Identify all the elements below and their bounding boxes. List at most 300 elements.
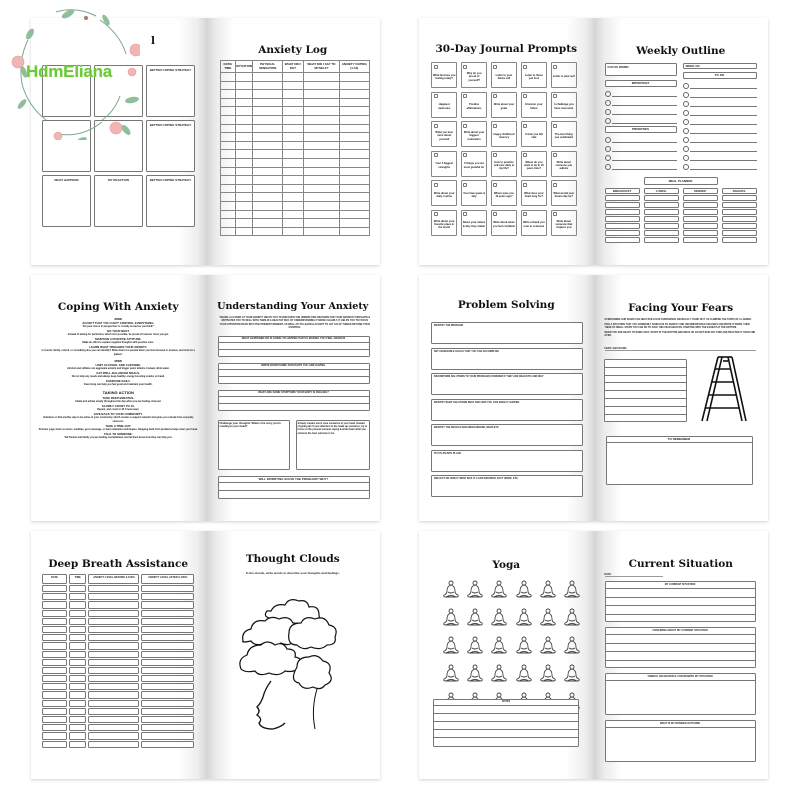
checkbox-icon[interactable] [463,183,467,187]
checkbox-icon[interactable] [523,212,527,216]
page-thought-clouds [206,531,381,779]
meditation-pose-icon [442,608,460,633]
checkbox-icon[interactable] [463,212,467,216]
problem-step-box: SET ACHIEVABLE GOALS THAT YOU CAN ACCOMPLISH [431,348,583,370]
prompt-cell [461,210,487,236]
coping-text [37,317,200,440]
yoga-pose-grid [439,580,584,717]
situation-section: CONCERNS ABOUT MY CURRENT SITUATION [605,627,756,668]
prompt-cell [551,92,577,118]
prompt-text: Where were you 10 years ago? [494,191,514,198]
prompt-cell [551,180,577,206]
page-title: Anxiety Log [258,44,328,56]
fear-paragraph: WHEN YOU ARE READY TO WORK ON IT, START AT THE BOTTOM AND MOVE UP. DO NOT SKIP ANY STEP AND PRACTICE IT OVER AND OVER. [604,332,756,338]
todo-header: TO DO [683,72,757,79]
meditation-pose-icon [490,608,508,633]
prompt-text: 5 things you are most grateful for [463,162,485,169]
prompt-text: Positive affirmations [466,103,482,110]
deep-breath-table [42,574,194,749]
checkbox-icon[interactable] [493,124,497,128]
page-title: Understanding Your Anxiety [217,301,369,312]
circle-checkbox-icon[interactable] [683,92,689,98]
prompt-cell [461,180,487,206]
circle-checkbox-icon[interactable] [683,155,689,161]
circle-checkbox-icon[interactable] [605,137,611,143]
spread-coping-understanding [31,275,380,521]
fear-instructions [605,319,758,340]
coping-body: Instead of aiming for perfection, which isn't possible, be proud of however close you get. [67,333,169,336]
checklist-row [683,143,757,152]
reaction-cell [146,120,195,172]
checkbox-icon[interactable] [463,94,467,98]
table-row [220,150,369,159]
page-title: Coping With Anxiety [57,301,179,313]
coping-heading: GIVE BACK TO YOUR COMMUNITY. [93,412,143,416]
coping-body: Make an effort to replace negative thoughts with positive ones. [82,341,154,344]
date-field: DATE: [605,573,663,577]
table-row [220,176,369,185]
coping-heading: TAKE DEEP BREATHS. [102,396,135,400]
page-facing-fears [594,275,769,521]
table-row [42,634,194,641]
ladder-step-line [605,391,686,399]
prompt-text: Write about your biggest motivation [463,131,485,141]
prompt-text: Write about your daily routine [433,191,455,198]
spread-problem-fears [419,275,768,521]
circle-checkbox-icon[interactable] [605,91,611,97]
prompt-text: Letter to those you love [524,73,543,80]
prompt-cell [431,151,457,177]
reaction-cell-label: BETTER COPING STRATEGY [149,178,192,182]
circle-checkbox-icon[interactable] [605,109,611,115]
table-row [220,73,369,82]
meditation-pose-icon [563,580,581,605]
reaction-cell [94,175,143,227]
circle-checkbox-icon[interactable] [683,128,689,134]
table-row [42,618,194,625]
prompt-cell [431,62,457,88]
table-row [42,659,194,666]
column-header: DATE/ TIME [220,61,236,73]
checklist-row [683,89,757,98]
intro-text: TAKING A CLOSER AT YOUR ANXIETY HELPS YOU TO DISCOVER THE UNDERLYING REASONS FOR YOUR ANXIOUS THOUGHTS & MOTIVATES YOU TO DEAL WITH THEM IN A HEALTHY WAY. BY UNDERSTANDING IT MORE CLEARLY, IT HELPS YOU TO FOCUS YOUR ATTENTION BACK INTO THE PRESENT MOMENT, AS WELL AS TO LEARN & ACCEPT TO LET GO OF THINGS BEYOND YOUR CONTROL. [219,316,371,329]
reaction-cell [146,175,195,227]
prompt-text: Write a thank you note to someone [523,221,545,228]
coping-body: Repeat, and count to 20 if necessary. [97,408,140,411]
coping-heading: MIND [114,359,122,363]
checkbox-icon[interactable] [553,183,557,187]
circle-checkbox-icon[interactable] [683,164,689,170]
ladder-step-line [605,360,686,368]
coping-heading: LEARN WHAT TRIGGERS YOUR ANXIETY. [89,345,148,349]
priorities-header: PRIORITIES [605,126,677,133]
page-title: Weekly Outline [636,45,726,57]
problem-step-box: REFLECT ON HOW IT WENT WAS IT A GOD DECISION, DO IT WORK, ETC. [431,475,583,497]
prompt-cell [521,210,547,236]
column-header: WHAT DID I DO? [283,61,304,73]
table-row [42,601,194,608]
prompt-text: Letter to past self [552,75,575,79]
prompt-cell [551,62,577,88]
coping-body: Tell friends and family you are feeling overwhelmed, and let them know how they can help you. [64,436,173,439]
coping-heading: DO YOUR BEST. [107,329,130,333]
table-row [42,741,194,748]
checkbox-icon[interactable] [523,183,527,187]
prompt-text: Write about when you feel confident [492,221,516,228]
checkbox-icon[interactable] [434,94,438,98]
coping-body: Alcohol and caffeine can aggravate anxiety and trigger panic attacks. Instead, drink water. [67,367,170,370]
coping-heading: MIND [114,317,122,321]
coping-body: Inhale and exhale slowly throughout the day when you are feeling stressed. [75,400,162,403]
prompt-text: A time you felt safe [525,132,543,139]
column-header: ANXIETY RATING (1-10) [340,61,369,73]
checkbox-icon[interactable] [434,65,438,69]
checkbox-icon[interactable] [463,153,467,157]
checkbox-icon[interactable] [463,65,467,69]
page-title-partial: l [151,35,155,47]
table-header-row [42,574,194,584]
problem-step-box: BRAINSTORM SOLUTIONS TO YOUR PROBLEM (CONSIDER IF THEY ARE REALISTIC AND WHY [431,373,583,395]
circle-checkbox-icon[interactable] [605,146,611,152]
table-row [42,732,194,739]
meal-column [683,188,718,244]
reaction-cell-label: WHAT HAPPEND [54,178,79,182]
table-row [220,201,369,210]
page-deep-breath [31,531,206,779]
meditation-pose-icon [515,636,533,661]
understanding-section: WRITE DOWN SOME THOUGHTS YOU ARE HAVING. [218,363,370,384]
ladder-step-line [605,368,686,376]
focus-word-field: FOCUS WORD: [605,63,677,76]
table-row [42,724,194,731]
reaction-cell [42,175,91,227]
table-row [42,700,194,707]
circle-checkbox-icon[interactable] [605,100,611,106]
priorities-list [605,134,677,170]
reaction-cell [146,65,195,117]
situation-section: WHAT IS MY DESIRED OUTCOME [605,720,756,762]
column-header: SITUATION [236,61,253,73]
important-list [605,88,677,124]
column-header: ANXIETY LEVEL BEFORE 0-100% [88,574,139,584]
prompt-cell [461,92,487,118]
checkbox-icon[interactable] [434,212,438,216]
prompt-text: Write about your favorite place in the world [433,219,455,230]
meditation-pose-icon [539,636,557,661]
checkbox-icon[interactable] [553,94,557,98]
circle-checkbox-icon[interactable] [605,155,611,161]
table-row [220,227,369,236]
checkbox-icon[interactable] [493,65,497,69]
circle-checkbox-icon[interactable] [683,119,689,125]
table-row [220,98,369,107]
prompt-text: Why do you proud of yourself? [466,72,482,82]
prompt-cell [521,92,547,118]
meal-header: BREAKFAST [605,188,640,194]
meditation-pose-icon [490,664,508,689]
page-yoga [419,531,594,779]
prompt-text: A challenge you have overcome [553,103,574,110]
prompt-text: Where do you want to be in 10 years time? [524,160,544,171]
table-row [220,133,369,142]
coping-body: Is it work, family, school, or something else you can identify? Write down in a journal when you feel stressed or anxious, and look for a pattern. [41,349,195,356]
prompt-text: Share your values & why they matter [462,221,486,228]
checklist-row [605,143,677,152]
circle-checkbox-icon[interactable] [605,164,611,170]
ladder-steps-list [604,359,687,422]
checkbox-icon[interactable] [523,94,527,98]
page-title: Yoga [492,559,521,571]
page-current-situation [594,531,769,779]
page-title: Current Situation [628,558,733,570]
prompt-cell [551,121,577,147]
coping-body: Volunteer or find another way to be active in your community, which creates a support network and gives you a break from everyday stressors. [43,416,194,423]
meal-column [605,188,640,244]
checkbox-icon[interactable] [553,65,557,69]
checkbox-icon[interactable] [523,124,527,128]
prompt-text: Letter to your future self [495,73,513,80]
prompt-cell [491,121,517,147]
prompt-text: The best thing you celebrated [554,132,573,139]
understanding-sections [218,336,370,417]
checklist-row [683,116,757,125]
week-of-field: WEEK OF: [683,63,757,69]
checklist-row [683,125,757,134]
prompt-cell [431,121,457,147]
coping-heading: TAKING ACTION [102,390,134,395]
scenario-box: Anxiety creates worst case scenarios in your head. Instead of giving all of your attention to the made up scenarios, try to focus on the present moment saying & write down what you envision the best outcome to be. [296,420,370,470]
situation-section: THINGS I AM GRATEFUL FOR DESPITE MY SITUATION [605,673,756,715]
fear-paragraph: PICK A SITUATION THAT YOU COMMONLY AVOID DUE TO ANXIETY AND UNCOMFORTABLE FEELINGS AND WRITE IT DOWN. THEN THINK OF SMALL STEPS YOU CAN DO TO FACE THIS FEAR HEAD ON, STARTING WITH THE EASIEST AT THE BOTTOM. [604,324,750,330]
meditation-pose-icon [442,636,460,661]
table-row [220,167,369,176]
table-row [42,626,194,633]
page-understanding-anxiety [206,275,381,521]
circle-checkbox-icon[interactable] [683,110,689,116]
table-row [220,219,369,228]
reaction-cell-label: MY REACTION [108,178,129,182]
fear-paragraph: OVERCOMING OUR FEARS CAN HELP BUILD OUR CONFIDENCE GRADUALLY. THINK OF IT AS CLIMBING THE STEPS OF A LADDER. [604,319,752,321]
checkbox-icon[interactable] [553,124,557,128]
reaction-cell-label: BETTER COPING STRATEGY [149,123,192,127]
problem-step-box: IDENTIFY THE PROBLEM [431,322,583,344]
checklist-row [605,134,677,143]
column-header: DATE [42,574,67,584]
meditation-pose-icon [563,664,581,689]
circle-checkbox-icon[interactable] [683,83,689,89]
meditation-pose-icon [539,580,557,605]
table-row [42,593,194,600]
understanding-section: WHAT ARE SOME SYMPTOMS YOUR BODY IS FEELING? [218,390,370,411]
coping-heading: TALK TO SOMEONE. [103,432,133,436]
page-title: Deep Breath Assistance [48,558,189,570]
prompt-text: Envision your future [525,103,543,110]
checkbox-icon[interactable] [493,153,497,157]
meditation-pose-icon [563,636,581,661]
meditation-pose-icon [490,580,508,605]
checklist-row [683,161,757,170]
notes-box: NOTES [433,699,579,747]
prompt-text: Write about someone that inspires you [555,219,573,230]
prompt-cell [491,151,517,177]
table-row [42,708,194,715]
column-header: WHAT DID I SAY TO MYSELF? [303,61,339,73]
watermark-text: HdmEliana [26,62,113,81]
prompt-cell [431,180,457,206]
prompt-grid [431,62,577,236]
spread-yoga-situation [419,531,768,779]
page-title: 30-Day Journal Prompts [435,43,577,55]
table-header-row [220,61,369,73]
circle-checkbox-icon[interactable] [683,137,689,143]
understanding-section: WHAT HAPPENED OR IS GOING TO HAPPEN THAT IS MAKING YOU FEEL ANXIOUS [218,336,370,357]
prompt-text: Write about someone you admire [555,160,573,171]
checklist-row [683,107,757,116]
prompt-text: Your 5 biggest strengths [435,162,454,169]
prompt-cell [461,62,487,88]
ladder-step-line [605,407,686,415]
table-row [220,81,369,90]
checkbox-icon[interactable] [434,124,438,128]
situation-section: MY CURRENT SITUATION [605,581,756,622]
meditation-pose-icon [442,664,460,689]
checklist-row [605,161,677,170]
meal-column [644,188,679,244]
page-weekly-outline [594,18,769,265]
prompt-text: What does your heart long for? [524,191,544,198]
checkbox-icon[interactable] [493,94,497,98]
problem-step-box: IDENTIFY THE DETAILS WHO WHEN WHERE, WHAT,ETC. [431,424,583,446]
table-row [42,667,194,674]
prompt-cell [431,210,457,236]
table-row [220,141,369,150]
checklist-row [683,80,757,89]
page-anxiety-log [206,18,381,265]
checklist-row [605,152,677,161]
prompt-text: What kind are you feeling today? [433,73,456,80]
meditation-pose-icon [490,636,508,661]
checkbox-icon[interactable] [493,183,497,187]
meditation-pose-icon [515,608,533,633]
coping-body: Do not skip any meals and always keep healthy, energy-boosting snacks on hand. [71,375,165,378]
problem-steps [431,322,583,501]
checkbox-icon[interactable] [523,65,527,69]
ladder-step-line [605,376,686,384]
ladder-icon [698,355,748,423]
meditation-pose-icon [563,608,581,633]
table-row [220,115,369,124]
meal-planner-grid [605,188,757,244]
meditation-pose-icon [466,664,484,689]
prompt-cell [461,121,487,147]
coping-body: Put your stress in perspective: Is it really as bad as you think? [82,325,154,328]
meditation-pose-icon [539,664,557,689]
prompt-text: Happiest memories [438,103,451,110]
meditation-pose-icon [466,636,484,661]
important-header: IMPORTANT [605,80,677,87]
checkbox-icon[interactable] [523,153,527,157]
meditation-pose-icon [466,608,484,633]
checkbox-icon[interactable] [463,124,467,128]
situation-sections [605,581,756,767]
column-header: PHYSICAL SENSATION [253,61,283,73]
prompt-text: Happy childhood memory [493,132,515,139]
head-with-clouds-illustration [231,589,351,739]
spread-breath-clouds [31,531,380,779]
page-title: Problem Solving [457,299,555,311]
checkbox-icon[interactable] [434,183,438,187]
table-row [220,193,369,202]
checklist-row [605,88,677,97]
prompt-cell [491,62,517,88]
coping-heading: MAINTAIN A POSITIVE ATTITUDE. [95,337,142,341]
checkbox-icon[interactable] [553,212,557,216]
anxiety-log-table [220,60,370,236]
checklist-row [605,97,677,106]
checkbox-icon[interactable] [553,153,557,157]
table-row [42,642,194,649]
challenge-box: Challenge your thoughts. What is the story you're creating in your head? [218,420,290,470]
coping-body: Practice yoga, listen to music, meditate, get a massage, or learn relaxation techniques. Stepping back from problems helps clear your head. [38,428,198,431]
prompt-text: What would your dream day be? [553,191,575,198]
coping-heading: LIMIT ALCOHOL AND CAFFEINE. [95,363,141,367]
column-header: TIME [69,574,87,584]
coping-heading: EXERCISE DAILY. [106,379,131,383]
prompt-cell [551,151,577,177]
table-row [220,158,369,167]
page-problem-solving [419,275,594,521]
prompt-cell [521,180,547,206]
prompt-cell [521,151,547,177]
circle-checkbox-icon[interactable] [683,146,689,152]
prompt-cell [491,92,517,118]
table-row [42,716,194,723]
ladder-step-line [605,383,686,391]
circle-checkbox-icon[interactable] [605,118,611,124]
meal-header: DINNER [683,188,718,194]
meal-header: SNACKS [722,188,757,194]
checkbox-icon[interactable] [434,153,438,157]
prompt-cell [431,92,457,118]
prompt-cell [491,180,517,206]
table-row [42,683,194,690]
checklist-row [683,134,757,143]
ladder-step-line [605,399,686,407]
coping-heading: TAKE A TIME-OUT. [105,424,132,428]
table-row [220,90,369,99]
to-remember-box: TO REMEMBER [606,436,753,485]
table-row [42,610,194,617]
prompt-text: What you love most about yourself [435,131,453,141]
meal-column [722,188,757,244]
table-row [220,184,369,193]
column-header: ANXIETY LEVEL AFTER 0-100% [141,574,194,584]
worrying-box: WILL WORRYING SOLVE THE PROBLEM? WHY? [218,476,370,499]
coping-heading: ACCEPT THAT YOU CAN'T CONTROL EVERYTHING. [82,321,155,325]
table-row [42,651,194,658]
meal-planner-header: MEAL PLANNER [644,177,718,185]
prompt-cell [521,121,547,147]
page-title: Thought Clouds [245,553,340,565]
checkbox-icon[interactable] [493,212,497,216]
coping-body: Exercising can help you feel good and maintain your health. [84,383,153,386]
checklist-row [683,152,757,161]
table-row [220,124,369,133]
circle-checkbox-icon[interactable] [683,101,689,107]
meditation-pose-icon [515,580,533,605]
checklist-row [605,115,677,124]
prompt-text: Write about your goals [493,103,515,110]
